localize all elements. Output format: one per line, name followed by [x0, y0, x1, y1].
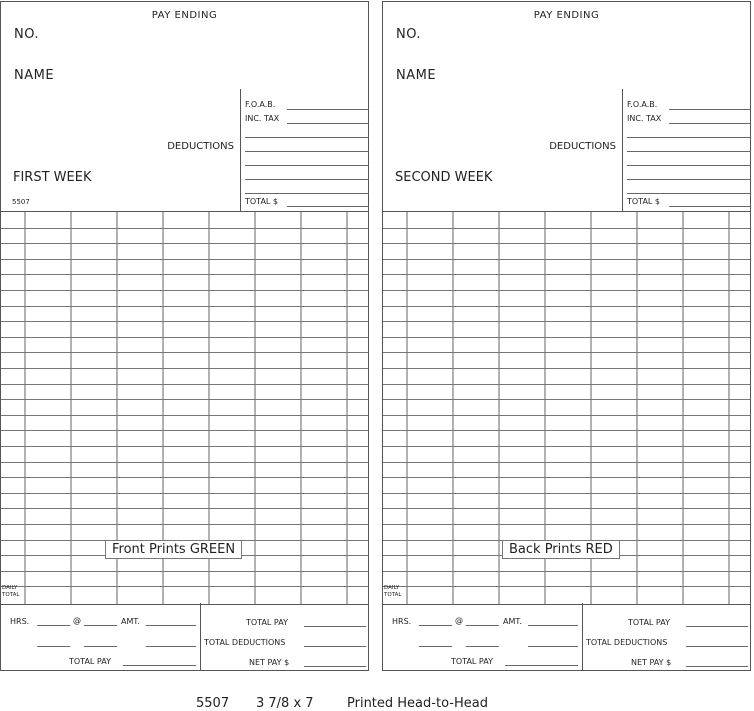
time-card-back: [382, 1, 751, 671]
amount-label: AMT.: [503, 617, 522, 626]
pay-ending-label: PAY ENDING: [533, 10, 600, 21]
hours-label: HRS.: [392, 617, 412, 626]
footer-size: 3 7/8 x 7: [256, 696, 314, 711]
deductions-total-label: TOTAL $: [627, 197, 661, 206]
deductions-box: [240, 89, 370, 212]
inc-tax-label: INC. TAX: [245, 114, 280, 123]
week-label: SECOND WEEK: [395, 170, 493, 185]
total-deductions-label: TOTAL DEDUCTIONS: [204, 638, 286, 647]
rate-at-label: @: [455, 616, 463, 625]
pay-summary: [383, 603, 750, 670]
daily-total-label: DAILY TOTAL: [2, 585, 20, 598]
total-pay-left-label: TOTAL PAY: [69, 657, 111, 666]
name-label: NAME: [396, 68, 437, 83]
pay-summary: [1, 603, 368, 670]
foab-label: F.O.A.B.: [627, 100, 658, 109]
deductions-label: DEDUCTIONS: [549, 141, 616, 152]
footer-print-note: Printed Head-to-Head: [347, 696, 488, 711]
week-label: FIRST WEEK: [13, 170, 92, 185]
daily-total-label: DAILY TOTAL: [384, 585, 402, 598]
footer-form-code: 5507: [196, 696, 230, 711]
inc-tax-label: INC. TAX: [627, 114, 662, 123]
total-pay-label: TOTAL PAY: [246, 618, 288, 627]
total-pay-label: TOTAL PAY: [628, 618, 670, 627]
total-pay-left-label: TOTAL PAY: [451, 657, 493, 666]
amount-label: AMT.: [121, 617, 140, 626]
hours-label: HRS.: [10, 617, 30, 626]
net-pay-label: NET PAY $: [249, 658, 290, 667]
rate-at-label: @: [73, 616, 81, 625]
pay-ending-label: PAY ENDING: [151, 10, 218, 21]
total-deductions-label: TOTAL DEDUCTIONS: [586, 638, 668, 647]
deductions-total-label: TOTAL $: [245, 197, 279, 206]
print-color-stamp: Front Prints GREEN: [105, 540, 242, 559]
deductions-label: DEDUCTIONS: [167, 141, 234, 152]
time-card-front: [0, 1, 369, 671]
name-label: NAME: [14, 68, 55, 83]
number-label: NO.: [14, 27, 40, 42]
print-color-stamp: Back Prints RED: [502, 540, 620, 559]
net-pay-label: NET PAY $: [631, 658, 672, 667]
number-label: NO.: [396, 27, 422, 42]
form-code: 5507: [12, 198, 30, 206]
foab-label: F.O.A.B.: [245, 100, 276, 109]
deductions-box: [622, 89, 752, 212]
